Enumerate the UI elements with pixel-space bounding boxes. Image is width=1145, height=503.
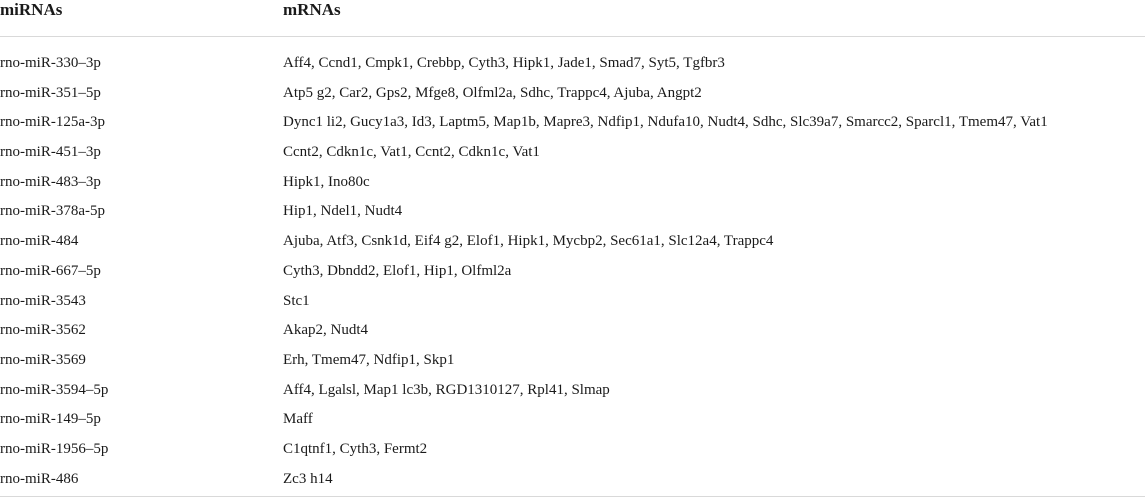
mrnas-cell: Aff4, Lgalsl, Map1 lc3b, RGD1310127, Rpl41, Slmap xyxy=(283,381,610,398)
mirna-cell: rno-miR-3562 xyxy=(0,322,86,339)
mirna-cell: rno-miR-483–3p xyxy=(0,173,101,190)
table-row xyxy=(0,138,1145,168)
mrnas-cell: Hipk1, Ino80c xyxy=(283,173,370,190)
mrnas-cell: C1qtnf1, Cyth3, Fermt2 xyxy=(283,440,428,457)
table-row xyxy=(0,465,1145,495)
table-row xyxy=(0,316,1145,346)
table-row xyxy=(0,227,1145,257)
mirna-cell: rno-miR-3569 xyxy=(0,351,86,368)
table-row xyxy=(0,168,1145,198)
mrnas-cell: Ajuba, Atf3, Csnk1d, Eif4 g2, Elof1, Hipk1, Mycbp2, Sec61a1, Slc12a4, Trappc4 xyxy=(283,233,774,250)
mrnas-cell: Maff xyxy=(283,411,313,428)
table-row xyxy=(0,376,1145,406)
table-header-row xyxy=(0,0,1145,37)
table-row xyxy=(0,405,1145,435)
mirna-cell: rno-miR-486 xyxy=(0,470,79,487)
mrnas-cell: Ccnt2, Cdkn1c, Vat1, Ccnt2, Cdkn1c, Vat1 xyxy=(283,144,540,161)
mirna-cell: rno-miR-451–3p xyxy=(0,144,101,161)
table-row xyxy=(0,287,1145,317)
table-row xyxy=(0,257,1145,287)
header-mirnas: miRNAs xyxy=(0,0,63,19)
table-row xyxy=(0,108,1145,138)
table-row xyxy=(0,346,1145,376)
header-mrnas: mRNAs xyxy=(283,0,341,19)
mirna-cell: rno-miR-378a-5p xyxy=(0,203,105,220)
mirna-cell: rno-miR-3543 xyxy=(0,292,86,309)
mirna-cell: rno-miR-330–3p xyxy=(0,55,101,71)
mirna-cell: rno-miR-125a-3p xyxy=(0,114,105,131)
table-body xyxy=(0,49,1145,494)
table-row xyxy=(0,197,1145,227)
mrnas-cell: Zc3 h14 xyxy=(283,470,333,487)
mirna-cell: rno-miR-3594–5p xyxy=(0,381,109,398)
mirna-cell: rno-miR-1956–5p xyxy=(0,440,109,457)
mirna-cell: rno-miR-484 xyxy=(0,233,79,250)
mrnas-cell: Cyth3, Dbndd2, Elof1, Hip1, Olfml2a xyxy=(283,262,512,279)
mrnas-cell: Aff4, Ccnd1, Cmpk1, Crebbp, Cyth3, Hipk1, Jade1, Smad7, Syt5, Tgfbr3 xyxy=(283,55,725,71)
table-row xyxy=(0,79,1145,109)
table-row xyxy=(0,435,1145,465)
mrnas-cell: Dync1 li2, Gucy1a3, Id3, Laptm5, Map1b, Mapre3, Ndfip1, Ndufa10, Nudt4, Sdhc, Slc39a7, Smarcc2, Sparcl1, Tmem47, Vat1 xyxy=(283,114,1048,131)
table-bottom-rule xyxy=(0,496,1145,497)
mirna-cell: rno-miR-351–5p xyxy=(0,84,101,101)
mrnas-cell: Stc1 xyxy=(283,292,310,309)
mirna-cell: rno-miR-149–5p xyxy=(0,411,101,428)
mirna-cell: rno-miR-667–5p xyxy=(0,262,101,279)
mrnas-cell: Akap2, Nudt4 xyxy=(283,322,368,339)
table-row xyxy=(0,49,1145,79)
mrnas-cell: Atp5 g2, Car2, Gps2, Mfge8, Olfml2a, Sdhc, Trappc4, Ajuba, Angpt2 xyxy=(283,84,702,101)
mrnas-cell: Erh, Tmem47, Ndfip1, Skp1 xyxy=(283,351,455,368)
mrnas-cell: Hip1, Ndel1, Nudt4 xyxy=(283,203,403,220)
